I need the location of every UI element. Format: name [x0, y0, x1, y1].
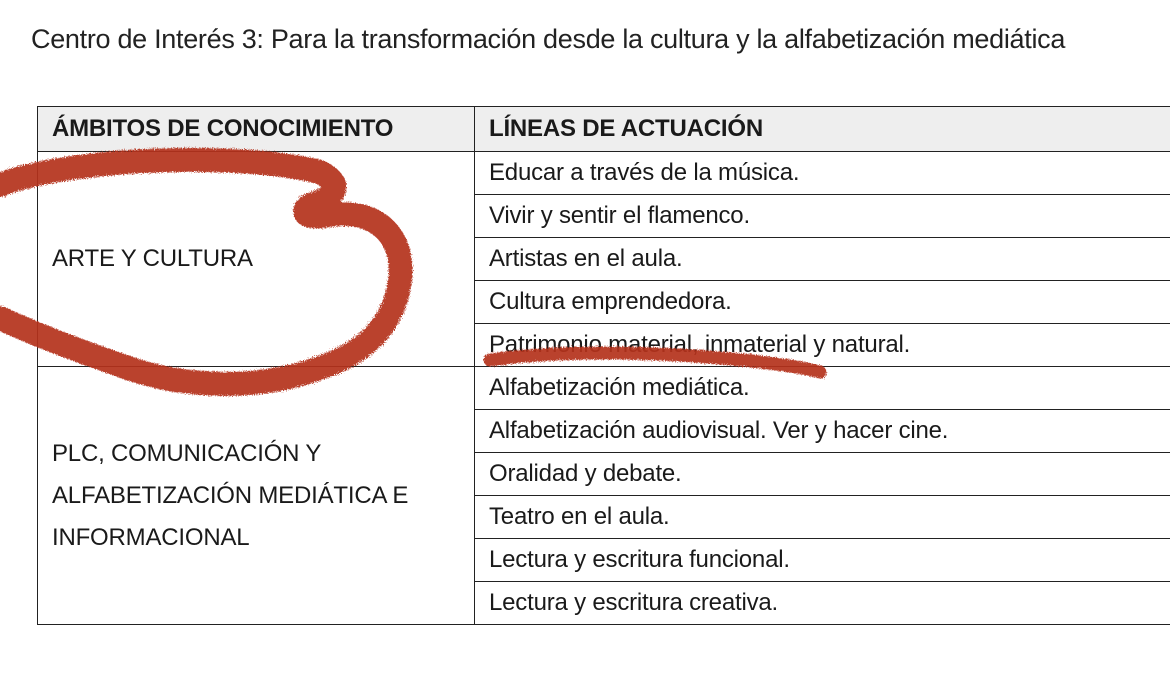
area-label-line-1: PLC, COMUNICACIÓN Y — [52, 439, 322, 467]
action-line: Lectura y escritura funcional. — [475, 539, 1170, 582]
header-knowledge-areas: ÁMBITOS DE CONOCIMIENTO — [38, 107, 475, 152]
action-line: Lectura y escritura creativa. — [475, 582, 1170, 625]
document-title: Centro de Interés 3: Para la transformación desde la cultura y la alfabetización mediática — [31, 24, 1066, 54]
table-row — [38, 367, 1170, 410]
table-header-row — [38, 107, 1170, 152]
knowledge-areas-table — [37, 106, 1170, 625]
area-label-line-3: INFORMACIONAL — [52, 523, 250, 551]
area-label-line-2: ALFABETIZACIÓN MEDIÁTICA E — [52, 481, 409, 509]
area-label: ARTE Y CULTURA — [52, 245, 253, 272]
header-action-lines: LÍNEAS DE ACTUACIÓN — [475, 107, 1170, 152]
action-line: Artistas en el aula. — [475, 238, 1170, 281]
action-line: Alfabetización audiovisual. Ver y hacer cine. — [475, 410, 1170, 453]
action-line: Educar a través de la música. — [475, 152, 1170, 195]
action-line: Vivir y sentir el flamenco. — [475, 195, 1170, 238]
area-cell-arts-culture — [38, 152, 475, 367]
action-line: Alfabetización mediática. — [475, 367, 1170, 410]
action-line: Teatro en el aula. — [475, 496, 1170, 539]
action-line: Oralidad y debate. — [475, 453, 1170, 496]
table-row — [38, 152, 1170, 195]
action-line: Cultura emprendedora. — [475, 281, 1170, 324]
action-line: Patrimonio material, inmaterial y natural. — [475, 324, 1170, 367]
area-cell-plc-communication — [38, 367, 475, 625]
